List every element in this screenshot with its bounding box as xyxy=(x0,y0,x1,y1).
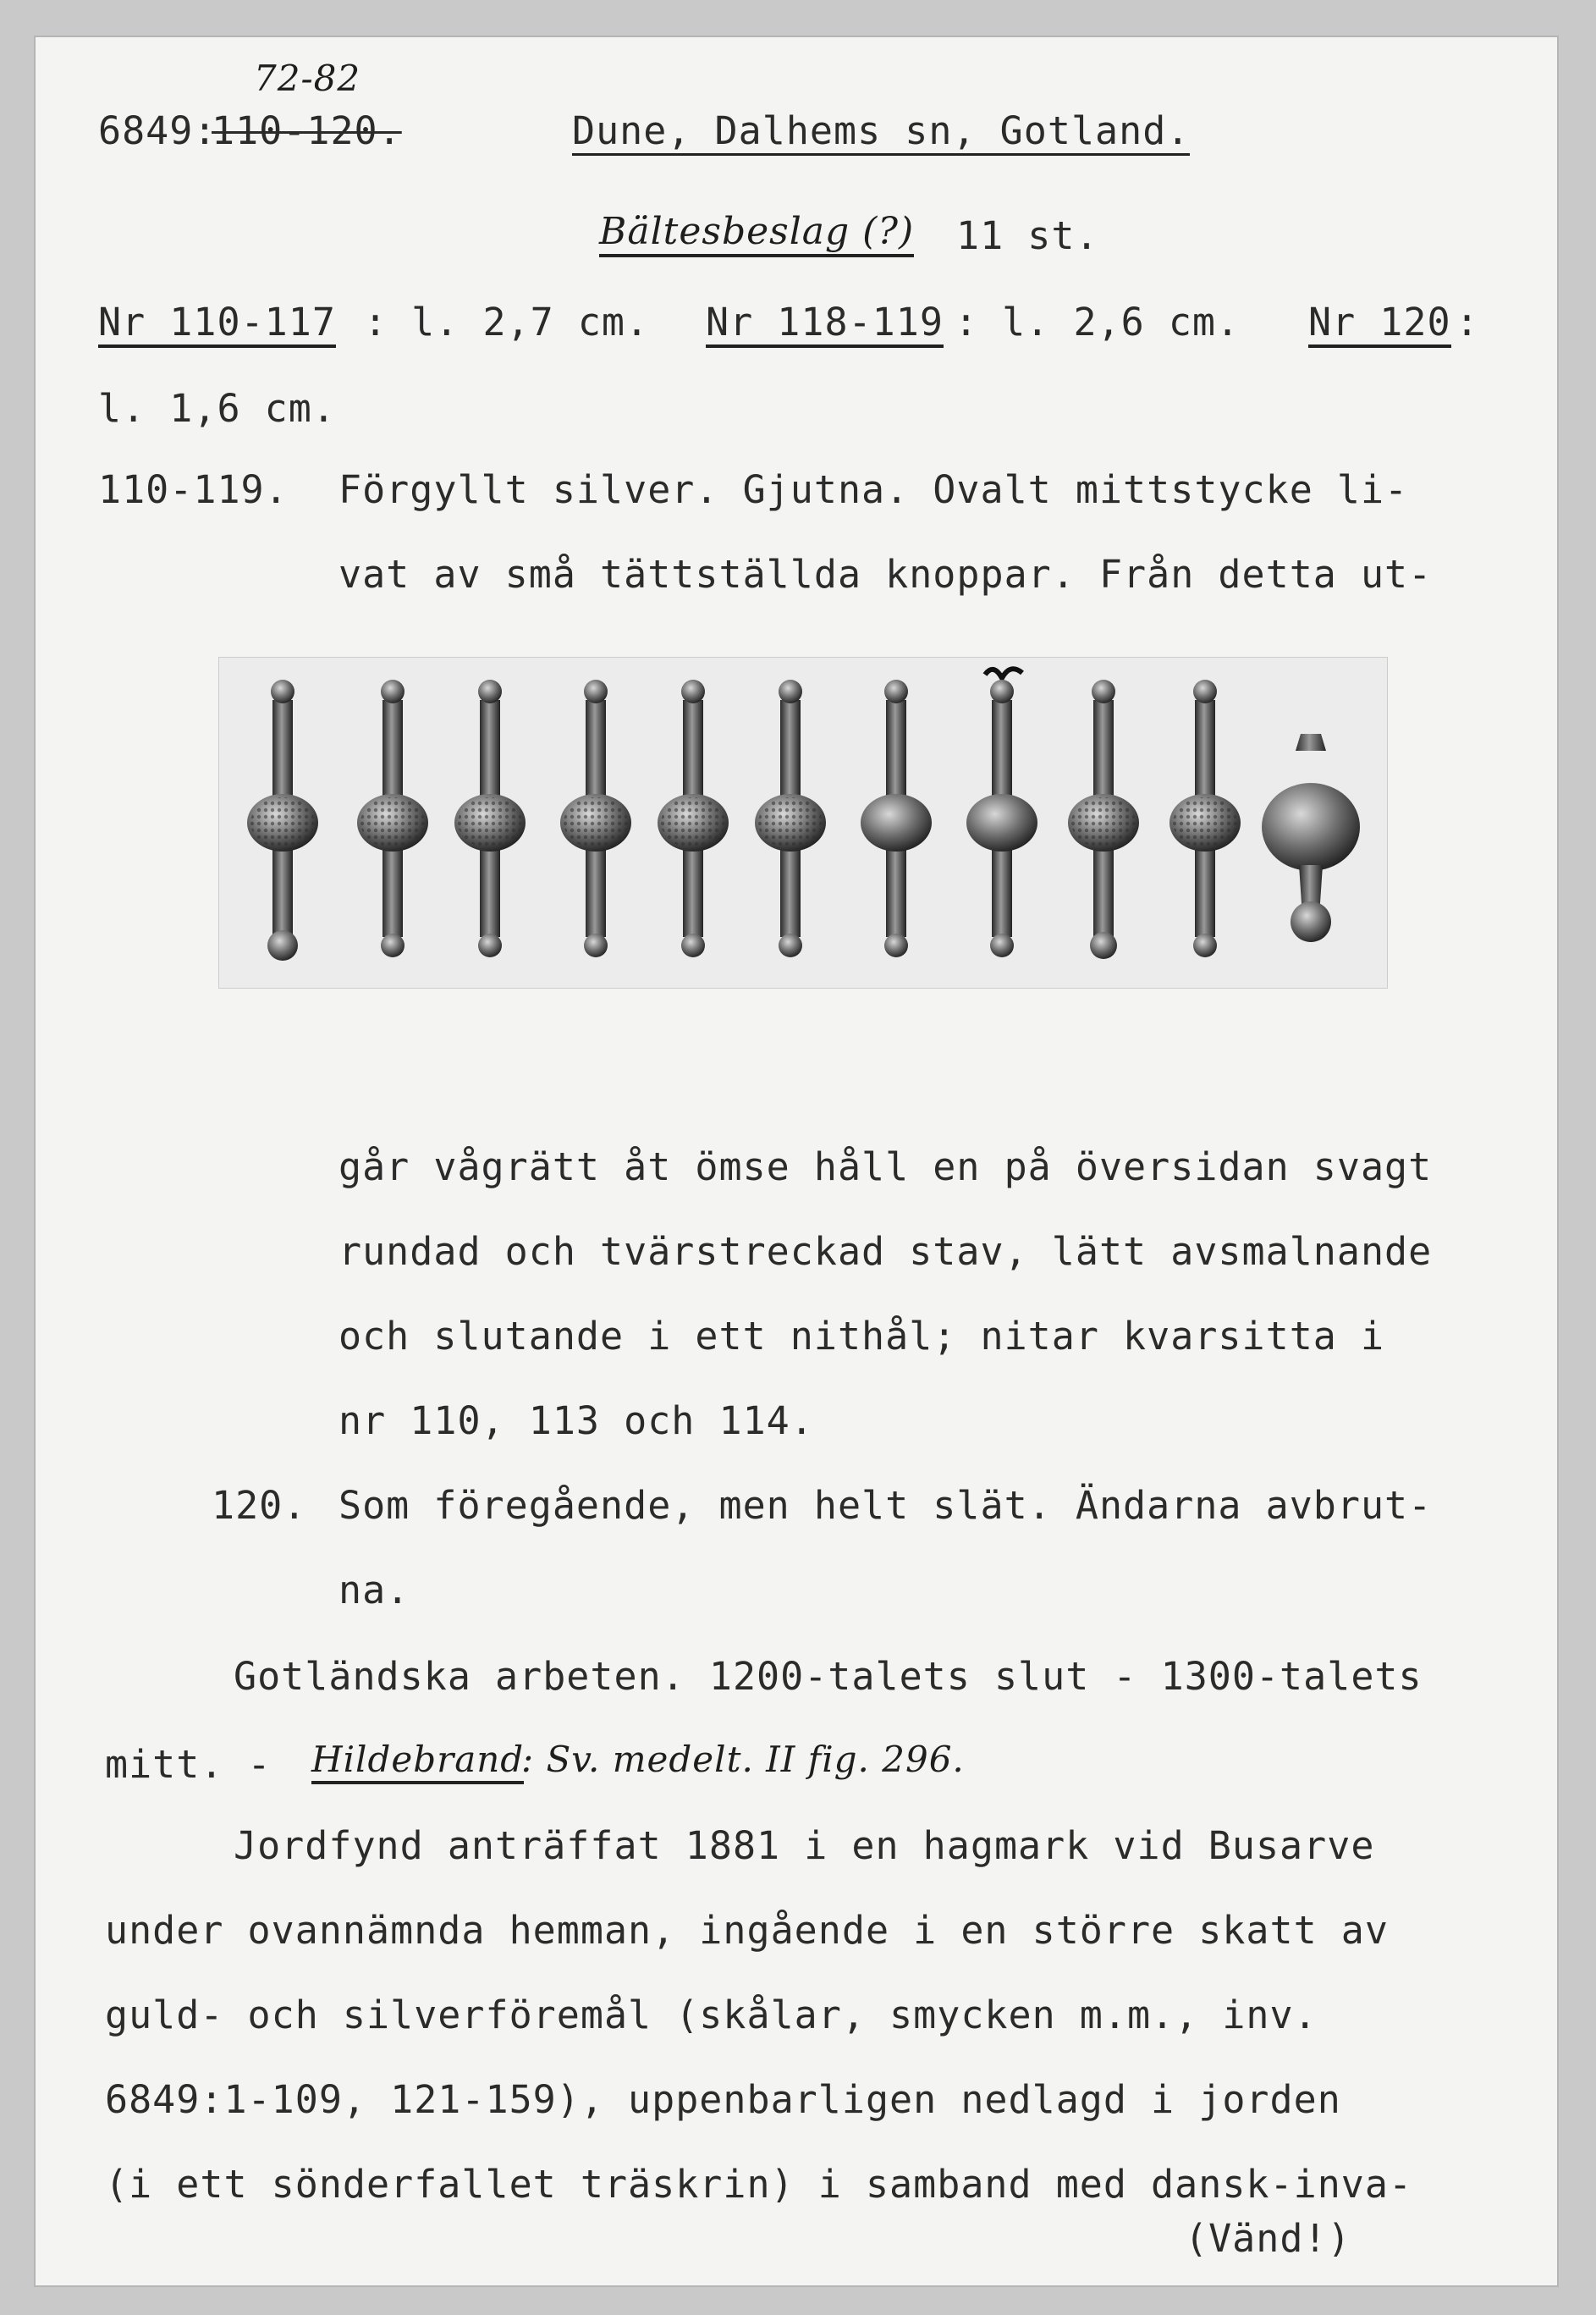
measure-label-120: Nr 120 xyxy=(1308,303,1451,348)
mount-4 xyxy=(560,680,631,957)
find-line3: guld- och silverföremål (skålar, smycken m.m., inv. xyxy=(105,1993,1318,2037)
reference-rest: : Sv. medelt. II fig. 296. xyxy=(521,1739,965,1780)
accession-struck: 110-120. xyxy=(212,108,402,153)
mount-7 xyxy=(861,680,932,957)
measure-label-118-119: Nr 118-119 xyxy=(706,303,944,348)
object-count: 11 st. xyxy=(956,213,1099,258)
desc1-line5: och slutande i ett nithål; nitar kvarsitta i xyxy=(338,1314,1385,1359)
mount-6 xyxy=(755,680,826,957)
dating-line1: Gotländska arbeten. 1200-talets slut - 1300-talets xyxy=(234,1654,1423,1699)
turn-over-note: (Vänd!) xyxy=(1185,2216,1351,2261)
desc1-line4: rundad och tvärstreckad stav, lätt avsmalnande xyxy=(338,1229,1433,1274)
find-line5: (i ett sönderfallet träskrin) i samband med dansk-inva- xyxy=(105,2162,1413,2207)
desc2-line2: na. xyxy=(338,1568,410,1612)
mount-2 xyxy=(357,680,428,957)
mount-8 xyxy=(966,669,1037,957)
mount-10 xyxy=(1169,680,1241,957)
measure-value-110-117: : l. 2,7 cm. xyxy=(364,300,650,344)
accession-correction: 72-82 xyxy=(254,58,361,99)
mounts-photograph xyxy=(218,657,1388,989)
mount-3 xyxy=(454,680,526,957)
object-title-handwritten: Bältesbeslag (?) xyxy=(599,213,914,257)
desc2-line1: Som föregående, men helt slät. Ändarna avbrut- xyxy=(338,1483,1433,1528)
mount-1 xyxy=(247,680,318,961)
measure-value-118-119: : l. 2,6 cm. xyxy=(955,300,1241,344)
mount-11 xyxy=(1262,734,1360,942)
dating-line2-prefix: mitt. - xyxy=(105,1742,272,1787)
reference-author: Hildebrand xyxy=(311,1742,524,1784)
accession-prefix: 6849: xyxy=(98,108,217,153)
measure-value-120: : xyxy=(1456,300,1480,344)
find-line1: Jordfynd anträffat 1881 i en hagmark vid Busarve xyxy=(234,1823,1375,1868)
desc1-number: 110-119. xyxy=(98,467,289,512)
desc1-line2: vat av små tättställda knoppar. Från detta ut- xyxy=(338,552,1433,597)
measure-line-2: l. 1,6 cm. xyxy=(98,386,336,431)
mount-5 xyxy=(658,680,729,957)
desc1-line3: går vågrätt åt ömse håll en på översidan svagt xyxy=(338,1144,1433,1189)
desc2-number: 120. xyxy=(212,1483,307,1528)
measure-label-110-117: Nr 110-117 xyxy=(98,303,336,348)
location-heading: Dune, Dalhems sn, Gotland. xyxy=(572,112,1190,156)
mount-9 xyxy=(1068,680,1139,959)
mounts-photo-image xyxy=(219,658,1387,988)
desc1-line1: Förgyllt silver. Gjutna. Ovalt mittstycke li- xyxy=(338,467,1409,512)
desc1-line6: nr 110, 113 och 114. xyxy=(338,1398,814,1443)
find-line2: under ovannämnda hemman, ingående i en större skatt av xyxy=(105,1908,1389,1953)
find-line4: 6849:1-109, 121-159), uppenbarligen nedlagd i jorden xyxy=(105,2077,1341,2122)
